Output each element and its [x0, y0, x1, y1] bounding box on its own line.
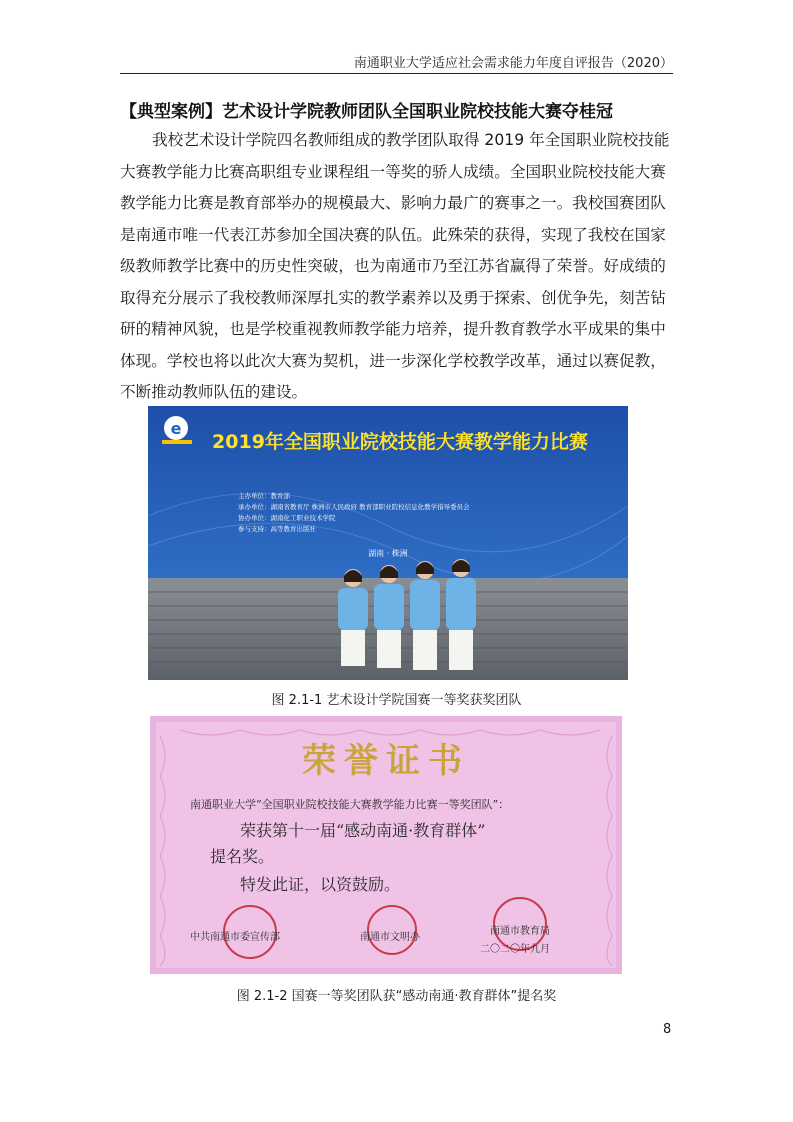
case-title: 【典型案例】艺术设计学院教师团队全国职业院校技能大赛夺桂冠 [120, 102, 613, 122]
body-line: 不断推动教师队伍的建设。 [120, 383, 308, 401]
body-line: 大赛教学能力比赛高职组专业课程组一等奖的骄人成绩。全国职业院校技能大赛 [120, 162, 666, 181]
svg-text:e: e [170, 419, 182, 438]
certificate-line: 提名奖。 [210, 847, 275, 866]
figure-caption-2: 图 2.1-2 国赛一等奖团队获“感动南通·教育群体”提名奖 [236, 989, 557, 1004]
banner-location: 湖南 · 株洲 [368, 549, 408, 558]
certificate-title: 荣誉证书 [302, 741, 470, 781]
banner-organizer: 主办单位：教育部 [238, 492, 290, 500]
certificate-line: 南通职业大学“全国职业院校技能大赛教学能力比赛一等奖团队”： [190, 798, 510, 811]
banner-organizer: 参与支持：高等教育出版社 [238, 525, 316, 533]
body-line: 级教师教学比赛中的历史性突破，也为南通市乃至江苏省赢得了荣誉。好成绩的 [120, 257, 666, 275]
certificate-line: 荣获第十一届“感动南通·教育群体” [240, 821, 486, 840]
certificate-issuer: 中共南通市委宣传部 [190, 932, 280, 943]
certificate-issuer: 南通市文明办 [360, 932, 420, 943]
honor-certificate [150, 716, 622, 974]
banner-organizer: 承办单位：湖南省教育厅 株洲市人民政府 教育部职业院校信息化教学指导委员会 [238, 503, 470, 511]
body-line: 取得充分展示了我校教师深厚扎实的教学素养以及勇于探索、创优争先，刻苦钻 [120, 288, 666, 307]
banner-title: 2019年全国职业院校技能大赛教学能力比赛 [212, 431, 588, 453]
certificate-date: 二〇二〇年九月 [480, 944, 550, 955]
header-rule [120, 73, 673, 74]
certificate-line: 特发此证，以资鼓励。 [240, 875, 401, 894]
figure-caption-1: 图 2.1-1 艺术设计学院国赛一等奖获奖团队 [271, 693, 522, 708]
banner-organizer: 协办单位：湖南化工职业技术学院 [238, 514, 336, 522]
body-line: 体现。学校也将以此次大赛为契机，进一步深化学校教学改革，通过以赛促教， [120, 351, 666, 370]
team-photo [148, 406, 628, 680]
body-line: 是南通市唯一代表江苏参加全国决赛的队伍。此殊荣的获得，实现了我校在国家 [120, 225, 666, 244]
body-line: 教学能力比赛是教育部举办的规模最大、影响力最广的赛事之一。我校国赛团队 [120, 194, 666, 212]
body-line: 研的精神风貌，也是学校重视教师教学能力培养，提升教育教学水平成果的集中 [120, 320, 666, 338]
case-body [120, 125, 673, 409]
running-header: 南通职业大学适应社会需求能力年度自评报告（2020） [353, 56, 673, 71]
body-line: 我校艺术设计学院四名教师组成的教学团队取得 2019 年全国职业院校技能 [152, 131, 670, 149]
page-number: 8 [663, 1022, 672, 1037]
certificate-issuer: 南通市教育局 [490, 926, 550, 937]
